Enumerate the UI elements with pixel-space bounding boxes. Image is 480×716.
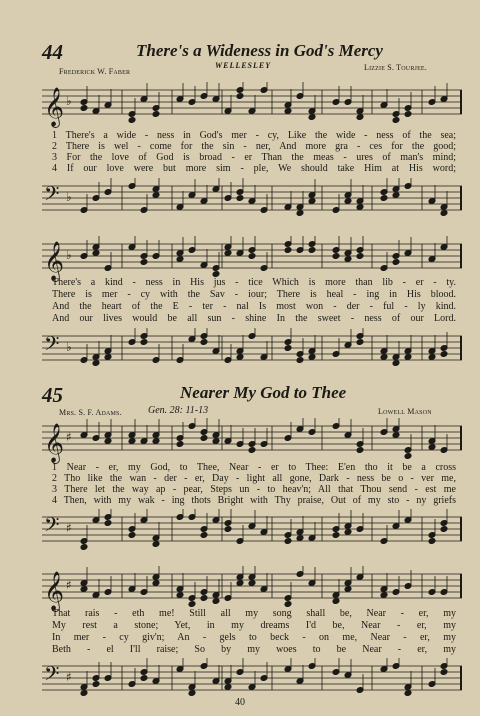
svg-text:𝄞: 𝄞 [44,571,65,611]
verse-line: 1 There's a wide - ness in God's mer - cy, Like the wide - ness of the sea; [52,130,456,141]
composer-credit-44: Lizzie S. Tourjee. [364,63,428,72]
verse-line: That rais - eth me! Still all my song shall be, Near - er, my [52,608,456,619]
author-credit-44: Frederick W. Faber [59,67,131,76]
bass-staff [42,178,462,224]
svg-text:♭: ♭ [66,248,72,262]
verse-line: And our lives would be all sun - shine In the sweet - ness of our Lord. [52,313,456,324]
svg-text:𝄢: 𝄢 [44,332,60,360]
verse-line: There's a kind - ness in His jus - tice Which is more than lib - er - ty. [52,277,456,288]
verse-line: 4 If our love were but more sim - ple, We should take Him at His word; [52,163,456,174]
hymn-title-44: There's a Wideness in God's Mercy [136,41,383,60]
bass-staff [42,328,462,374]
verse-line: 1 Near - er, my God, to Thee, Near - er to Thee: E'en tho it be a cross [52,462,456,473]
verse-line: 3 There let the way ap - pear, Steps un - to heav'n; All that Thou send - est me [52,484,456,495]
hymn-number-45: 45 [42,383,63,407]
svg-text:♯: ♯ [66,578,72,592]
svg-text:♯: ♯ [66,521,72,535]
treble-staff [42,566,462,612]
verse-line: My rest a stone; Yet, in my dreams I'd be, Near - er, my [52,620,456,631]
verse-line: And the heart of the E - ter - nal Is most won - der - ful - ly kind. [52,301,456,312]
svg-text:♭: ♭ [66,94,72,108]
svg-text:𝄞: 𝄞 [44,87,65,127]
tune-name-44: WELLESLEY [215,61,272,70]
hymn-title-45: Nearer My God to Thee [180,383,347,402]
svg-text:𝄢: 𝄢 [44,182,60,210]
svg-text:♭: ♭ [66,190,72,204]
svg-text:𝄢: 𝄢 [44,662,60,690]
treble-staff [42,418,462,464]
hymn-number-44: 44 [42,40,63,64]
treble-staff [42,82,462,128]
svg-text:♭: ♭ [66,340,72,354]
verse-line: 2 There is wel - come for the sin - ner, And more gra - ces for the good; [52,141,456,152]
svg-text:𝄞: 𝄞 [44,241,65,281]
scripture-reference: Gen. 28: 11-13 [148,405,209,416]
page-number: 40 [235,697,245,708]
svg-text:𝄞: 𝄞 [44,423,65,463]
svg-text:♯: ♯ [66,670,72,684]
treble-staff [42,236,462,282]
verse-line: 4 Then, with my wak - ing thots Bright with Thy praise, Out of my sto - ny griefs [52,495,456,506]
svg-text:♯: ♯ [66,430,72,444]
svg-text:𝄢: 𝄢 [44,513,60,541]
bass-staff [42,509,462,555]
verse-line: 2 Tho like the wan - der - er, Day - light all gone, Dark - ness be o - ver me, [52,473,456,484]
verse-line: In mer - cy giv'n; An - gels to beck - on me, Near - er, my [52,632,456,643]
verse-line: 3 For the love of God is broad - er Than the meas - ures of man's mind; [52,152,456,163]
verse-line: There is mer - cy with the Sav - iour; There is heal - ing in His blood. [52,289,456,300]
author-credit-45: Mrs. S. F. Adams. [59,408,122,417]
composer-credit-45: Lowell Mason [378,407,432,416]
verse-line: Beth - el I'll raise; So by my woes to be Near - er, my [52,644,456,655]
